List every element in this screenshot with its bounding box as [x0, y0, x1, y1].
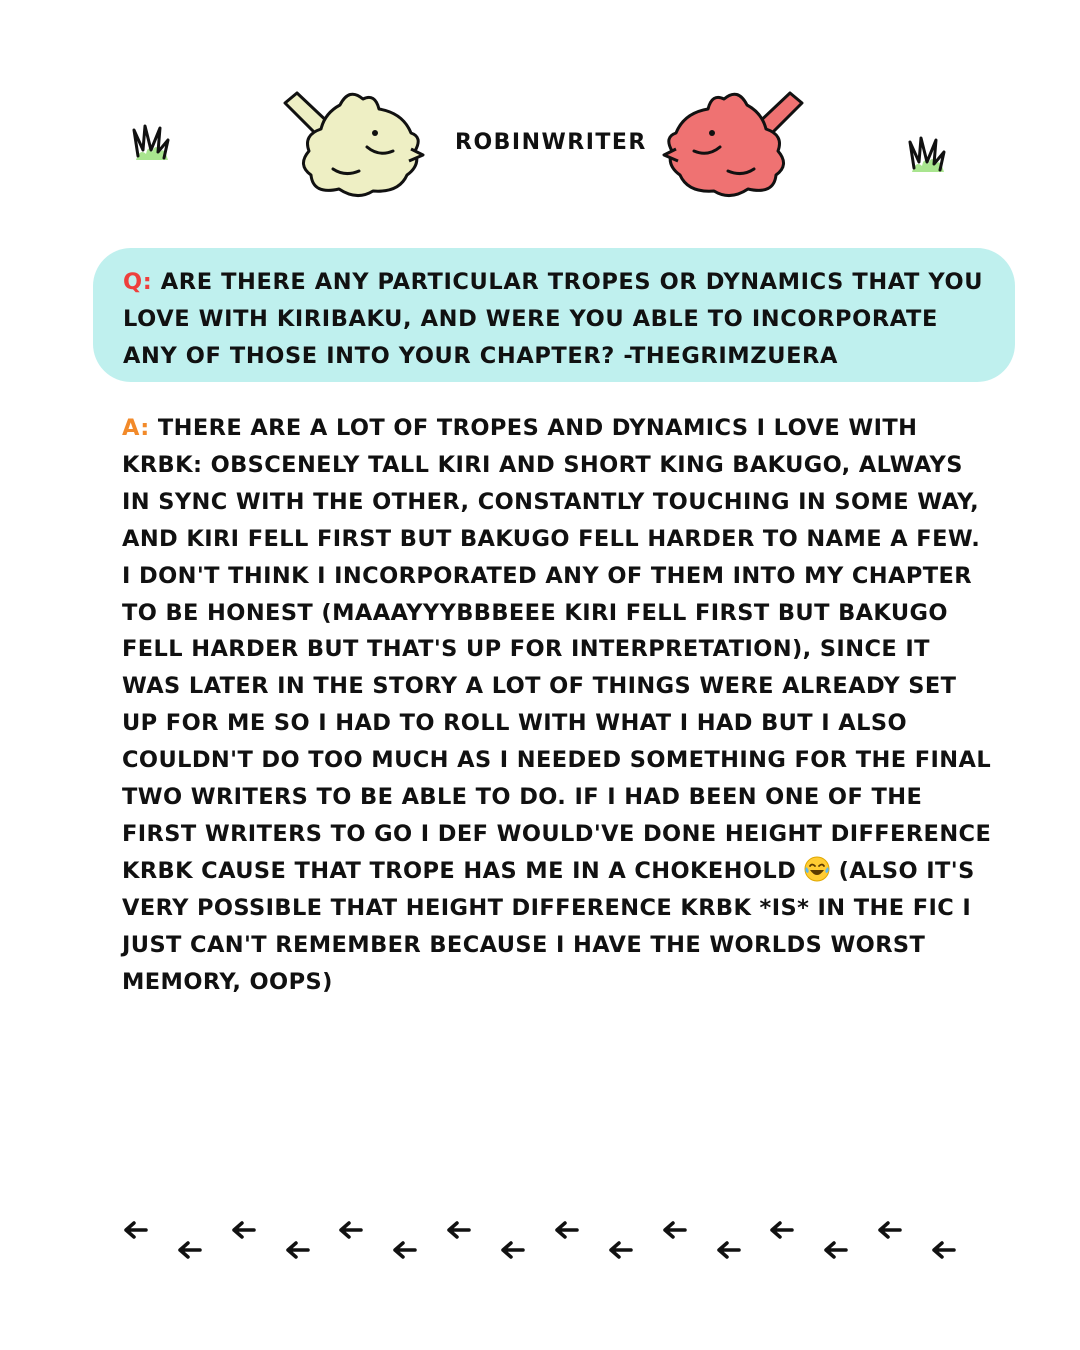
bird-footprint-icon: [445, 1220, 475, 1240]
answer-body-part2: (ALSO IT'S VERY POSSIBLE THAT HEIGHT DIFFERENCE KRBK *IS* IN THE FIC I JUST CAN'T REMEMBER BECAUSE I HAVE THE WORLDS WORST MEMORY, OOPS): [122, 857, 975, 995]
grass-icon: [130, 120, 174, 164]
bird-footprint-icon: [715, 1240, 745, 1260]
bird-footprint-icon: [230, 1220, 260, 1240]
footprint-trail: [0, 1200, 1080, 1290]
bird-footprint-icon: [122, 1220, 152, 1240]
bird-footprint-icon: [768, 1220, 798, 1240]
question-bubble: [93, 248, 1015, 382]
author-name: ROBINWRITER: [455, 130, 647, 155]
red-bird-icon: [652, 85, 812, 205]
grass-icon: [906, 132, 950, 176]
question-prefix: Q:: [123, 269, 153, 295]
bird-footprint-icon: [930, 1240, 960, 1260]
question-text: [123, 264, 991, 375]
bird-footprint-icon: [876, 1220, 906, 1240]
bird-footprint-icon: [607, 1240, 637, 1260]
bird-footprint-icon: [499, 1240, 529, 1260]
answer-text: [122, 410, 992, 1001]
answer-body-part1: THERE ARE A LOT OF TROPES AND DYNAMICS I LOVE WITH KRBK: OBSCENELY TALL KIRI AND SHORT KING BAKUGO, ALWAYS IN SYNC WITH THE OTHER, CONSTANTLY TOUCHING IN SOME WAY, AND KIRI FELL FIRST BUT BAKUGO FELL HARDER TO NAME A FEW. I DON'T THINK I INCORPORATED ANY OF THEM INTO MY CHAPTER TO BE HONEST (MAAAYYYBBBEEE KIRI FELL FIRST BUT BAKUGO FELL HARDER BUT THAT'S UP FOR INTERPRETATION), SINCE IT WAS LATER IN THE STORY A LOT OF THINGS WERE ALREADY SET UP FOR ME SO I HAD TO ROLL WITH WHAT I HAD BUT I ALSO COULDN'T DO TOO MUCH AS I NEEDED SOMETHING FOR THE FINAL TWO WRITERS TO BE ABLE TO DO. IF I HAD BEEN ONE OF THE FIRST WRITERS TO GO I DEF WOULD'VE DONE HEIGHT DIFFERENCE KRBK CAUSE THAT TROPE HAS ME IN A CHOKEHOLD: [122, 415, 992, 884]
bird-footprint-icon: [176, 1240, 206, 1260]
yellow-bird-icon: [275, 85, 435, 205]
bird-footprint-icon: [391, 1240, 421, 1260]
bird-footprint-icon: [553, 1220, 583, 1240]
bird-footprint-icon: [284, 1240, 314, 1260]
header: [0, 70, 1080, 220]
bird-footprint-icon: [337, 1220, 367, 1240]
bird-footprint-icon: [822, 1240, 852, 1260]
answer-prefix: A:: [122, 415, 150, 441]
bird-footprint-icon: [661, 1220, 691, 1240]
question-body: ARE THERE ANY PARTICULAR TROPES OR DYNAMICS THAT YOU LOVE WITH KIRIBAKU, AND WERE YOU ABLE TO INCORPORATE ANY OF THOSE INTO YOUR CHAPTER? -THEGRIMZUERA: [123, 269, 984, 369]
face-with-tears-of-joy-icon: [804, 856, 830, 882]
answer-block: [122, 410, 992, 1001]
